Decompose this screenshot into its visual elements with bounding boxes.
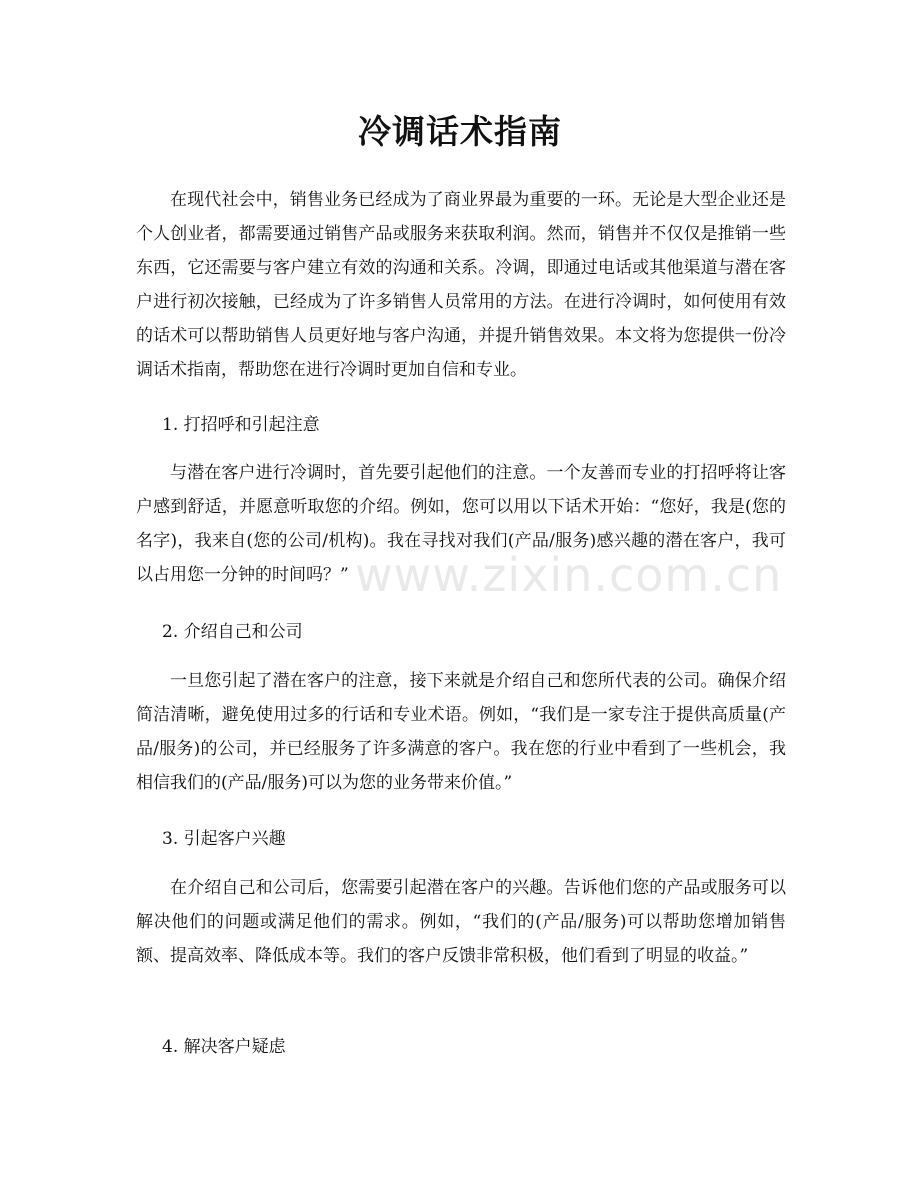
section-body-3: 在介绍自己和公司后，您需要引起潜在客户的兴趣。告诉他们您的产品或服务可以解决他们的问题或满足他们的需求。例如，“我们的(产品/服务)可以帮助您增加销售额、提高效率、降低成本等。我们的客户反馈非常积极，他们看到了明显的收益。” (136, 878, 786, 966)
section-body-1: 与潜在客户进行冷调时，首先要引起他们的注意。一个友善而专业的打招呼将让客户感到舒适，并愿意听取您的介绍。例如，您可以用以下话术开始：“您好，我是(您的名字)，我来自(您的公司/机构)。我在寻找对我们(产品/服务)感兴趣的潜在客户，我可以占用您一分钟的时间吗？” (136, 463, 786, 585)
section-heading-3: 3. 引起客户兴趣 (162, 829, 286, 849)
section-heading-2: 2. 介绍自己和公司 (162, 622, 303, 642)
watermark: www.zixin.com.cn (355, 548, 783, 602)
section-heading-4: 4. 解决客户疑虑 (162, 1037, 286, 1057)
page-title: 冷调话术指南 (358, 112, 562, 151)
section-heading-1: 1. 打招呼和引起注意 (162, 415, 320, 435)
intro-paragraph: 在现代社会中，销售业务已经成为了商业界最为重要的一环。无论是大型企业还是个人创业者，都需要通过销售产品或服务来获取利润。然而，销售并不仅仅是推销一些东西，它还需要与客户建立有效的沟通和关系。冷调，即通过电话或其他渠道与潜在客户进行初次接触，已经成为了许多销售人员常用的方法。在进行冷调时，如何使用有效的话术可以帮助销售人员更好地与客户沟通，并提升销售效果。本文将为您提供一份冷调话术指南，帮助您在进行冷调时更加自信和专业。 (136, 190, 786, 380)
section-body-2: 一旦您引起了潜在客户的注意，接下来就是介绍自己和您所代表的公司。确保介绍简洁清晰，避免使用过多的行话和专业术语。例如，“我们是一家专注于提供高质量(产品/服务)的公司，并已经服务了许多满意的客户。我在您的行业中看到了一些机会，我相信我们的(产品/服务)可以为您的业务带来价值。” (136, 671, 786, 793)
